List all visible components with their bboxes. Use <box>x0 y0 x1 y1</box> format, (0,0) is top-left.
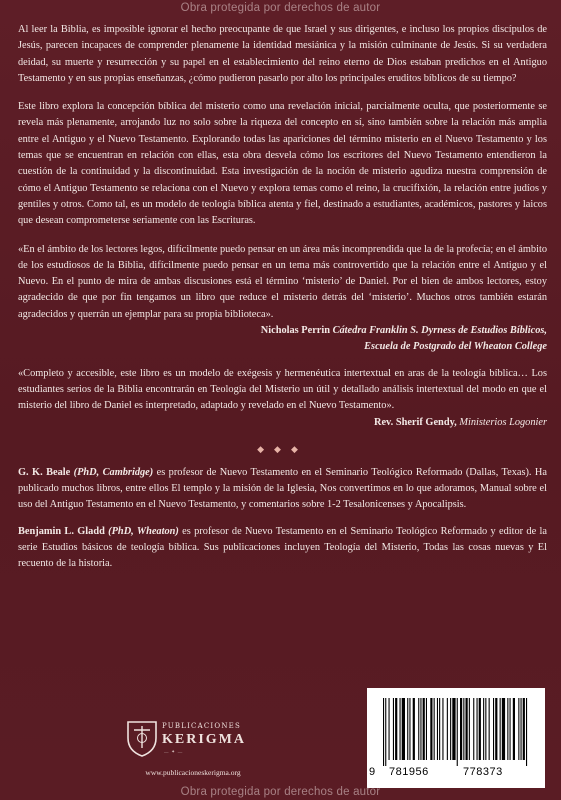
barcode-bar <box>493 698 494 760</box>
barcode-bar <box>452 698 455 760</box>
barcode-bar <box>437 698 438 760</box>
endorsement-2-attribution <box>18 415 547 431</box>
barcode-bar <box>389 698 390 760</box>
publisher-tagline-lines: — ✦ — <box>164 749 184 754</box>
barcode-bar <box>395 698 397 760</box>
author-bio-text: es profesor de Nuevo Testamento en el Seminario Teológico Reformado (Dallas, Texas). Ha publicado muchos libros, entre ellos El templo y la misión de la Iglesia, Nos convertimos en lo que adoramos, Manual sobre el uso del Antiguo Testamento en el Nuevo Testamento, y comentarios sobre 1-2 Tesalonicenses y Apocalipsis. <box>18 466 547 511</box>
barcode-bar <box>523 698 525 760</box>
author-degree: (PhD, Wheaton) <box>108 525 179 537</box>
author-bio-beale <box>18 465 547 514</box>
barcode-bar <box>510 698 511 760</box>
diamond-divider: ◆◆◆ <box>257 443 308 454</box>
endorsement-1-institution: Escuela de Postgrado del Wheaton College <box>364 341 547 353</box>
barcode-bar <box>485 698 486 760</box>
barcode-bars <box>377 698 535 766</box>
endorsement-2 <box>18 366 547 415</box>
barcode-bar <box>457 698 458 766</box>
barcode-digits-group-1: 781956 <box>389 766 429 778</box>
author-bios <box>18 465 547 573</box>
author-name: G. K. Beale <box>18 466 71 478</box>
barcode-bar <box>477 698 478 760</box>
endorsement-2-institution: Ministerios Logonier <box>459 416 547 428</box>
publisher-url: www.publicacioneskerigma.org <box>145 768 241 777</box>
barcode-bar <box>463 698 464 760</box>
barcode-bar <box>500 698 501 760</box>
barcode-bar <box>400 698 401 760</box>
barcode-bar <box>385 698 386 766</box>
barcode-bar <box>439 698 440 760</box>
barcode-bar <box>402 698 405 760</box>
isbn-barcode <box>367 688 545 788</box>
barcode-bar <box>409 698 410 760</box>
barcode-bar <box>469 698 470 760</box>
barcode-bar <box>521 698 522 760</box>
barcode-bar <box>495 698 497 760</box>
barcode-bar <box>393 698 394 760</box>
barcode-bar <box>518 698 519 760</box>
barcode-bar <box>526 698 527 766</box>
intro-paragraph-1: Al leer la Biblia, es imposible ignorar el hecho preocupante de que Israel y sus dirigentes, e incluso los propios discípulos de Jesús, parecen incapaces de comprender plenamente la identidad mesiánica y la misión culminante de Jesús. Si su verdadera deidad, su muerte y resurrección y su papel en el establecimiento del reino eterno de Dios estaban predichos en el Antiguo Testamento y en sus propias enseñanzas, ¿cómo pudieron pasarlo por alto los principales eruditos bíblicos de su tiempo? <box>18 24 547 84</box>
barcode-bar <box>418 698 419 760</box>
barcode-bar <box>483 698 484 760</box>
barcode-bar <box>479 698 481 760</box>
barcode-bar <box>442 698 443 760</box>
endorsement-1 <box>18 242 547 323</box>
barcode-bar <box>434 698 435 760</box>
author-name: Benjamin L. Gladd <box>18 525 105 537</box>
endorsement-2-text: «Completo y accesible, este libro es un modelo de exégesis y hermenéutica intertextual en aras de la teología bíblica… Los estudiantes serios de la Biblia encontrarán en Teología del Misterio un útil y detallado análisis intertextual del modo en que el misterio del libro de Daniel es interpretado, adaptado y revelado en el Nuevo Testamento». <box>18 367 547 412</box>
barcode-bar <box>489 698 490 760</box>
endorsement-1-text: «En el ámbito de los lectores legos, difícilmente puedo pensar en un área más incomprendida que la de la profecía; en el ámbito de los estudiosos de la Biblia, difícilmente puedo pensar en un tema más controvertido que la relación entre el Antiguo y el Nuevo. En el punto de mira de ambas discusiones está el término ‘misterio’ de Daniel. Por el bien de ambos lectores, estoy agradecido de que por fin tengamos un libro que reduce el misterio detrás del ‘misterio’. Muchos otros también estarán agradecidos y querrán un ejemplar para su propia biblioteca». <box>18 243 547 320</box>
publisher-logo <box>118 716 268 786</box>
barcode-digits-group-2: 778373 <box>463 766 503 778</box>
barcode-bar <box>447 698 448 760</box>
endorsement-2-author: Rev. Sherif Gendy, <box>374 416 457 428</box>
author-bio-gladd <box>18 524 547 573</box>
watermark-top: Obra protegida por derechos de autor <box>180 2 381 14</box>
barcode-bar <box>413 698 415 760</box>
barcode-bar <box>507 698 508 760</box>
barcode-bar <box>426 698 427 760</box>
publisher-name: KERIGMA <box>162 732 246 747</box>
barcode-bar <box>383 698 384 766</box>
barcode-bar <box>513 698 515 760</box>
barcode-bar <box>466 698 468 760</box>
barcode-bar <box>450 698 451 760</box>
barcode-bar <box>430 698 432 760</box>
publisher-small-label: PUBLICACIONES <box>162 722 241 730</box>
endorsement-1-author: Nicholas Perrin <box>260 325 331 337</box>
barcode-bar <box>502 698 505 760</box>
barcode-bar <box>407 698 408 760</box>
barcode-digit-first: 9 <box>369 766 376 778</box>
endorsement-1-attribution <box>18 323 547 356</box>
shield-emblem-icon <box>124 718 160 758</box>
author-degree: (PhD, Cambridge) <box>73 466 154 478</box>
watermark-bottom: Obra protegida por derechos de autor <box>180 786 381 798</box>
author-bio-text: es profesor de Nuevo Testamento en el Seminario Teológico Reformado y editor de la serie Estudios básicos de teología bíblica. Sus publicaciones incluyen Teología del Misterio, Todas las cosas nuevas y El recuento de la historia. <box>18 525 547 570</box>
barcode-bar <box>473 698 474 760</box>
barcode-bar <box>423 698 425 760</box>
cover-text <box>18 22 547 583</box>
endorsement-1-position: Cátedra Franklin S. Dyrness de Estudios Bíblicos, <box>332 325 547 337</box>
barcode-bar <box>460 698 462 760</box>
barcode-bar <box>420 698 421 760</box>
intro-paragraph-2: Este libro explora la concepción bíblica del misterio como una revelación inicial, parcialmente oculta, que posteriormente se revela más plenamente, arrojando luz no solo sobre la riqueza del concepto en sí, sino también sobre la relación más amplia entre el Antiguo y el Nuevo Testamento. Explorando todas las apariciones del término misterio en el Nuevo Testamento y los temas que se encuentran en relación con ellas, esta obra desvela cómo los escritores del Nuevo Testamento entendieron la cuestión de la continuidad y la discontinuidad. Esta investigación de la noción de misterio agudiza nuestra comprensión de cómo el Antiguo Testamento se relaciona con el Nuevo y explora temas como el reino, la crucifixión, la relación entre judíos y gentiles y otros. Como tal, es un modelo de teología bíblica atenta y fiel, destinado a estudiantes, académicos, pastores y laicos que desean comprometerse seriamente con las Escrituras. <box>18 101 547 227</box>
